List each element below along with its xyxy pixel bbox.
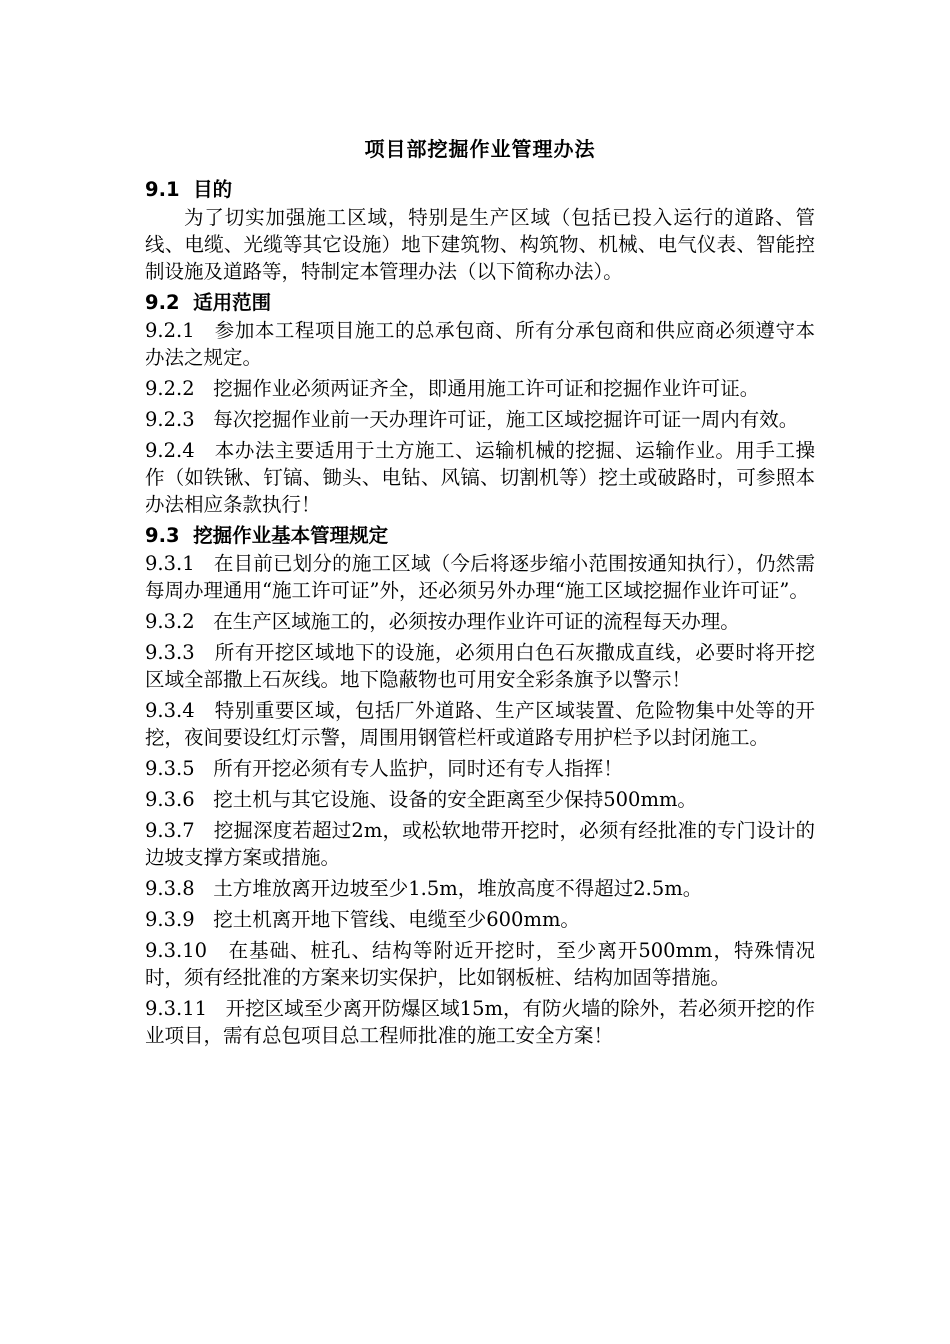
section-heading: 9.1 目的	[145, 178, 233, 201]
clause-number: 9.2.3	[145, 408, 195, 431]
clause-number: 9.2.1	[145, 319, 195, 342]
clause-number: 9.3.7	[145, 819, 195, 842]
clause-text: 在基础、桩孔、结构等附近开挖时，至少离开500mm，特殊情况时，须有经批准的方案来切实保护，比如钢板桩、结构加固等措施。	[145, 939, 815, 989]
section-heading: 9.3 挖掘作业基本管理规定	[145, 524, 389, 547]
clause-9-3-2	[145, 608, 815, 635]
clause-text: 土方堆放离开边坡至少1.5m，堆放高度不得超过2.5m。	[213, 877, 703, 900]
clause-9-2-1	[145, 317, 815, 371]
clause-9-2-4	[145, 437, 815, 518]
clause-text: 挖土机离开地下管线、电缆至少600mm。	[213, 908, 580, 931]
clause-number: 9.3.3	[145, 641, 195, 664]
clause-number: 9.2.2	[145, 377, 195, 400]
clause-text: 在生产区域施工的，必须按办理作业许可证的流程每天办理。	[213, 610, 740, 633]
clause-text: 挖土机与其它设施、设备的安全距离至少保持500mm。	[213, 788, 697, 811]
clause-number: 9.3.6	[145, 788, 195, 811]
clause-number: 9.3.1	[145, 552, 195, 575]
clause-text: 开挖区域至少离开防爆区域15m，有防火墙的除外，若必须开挖的作业项目，需有总包项目总工程师批准的施工安全方案！	[145, 997, 815, 1047]
clause-number: 9.3.2	[145, 610, 195, 633]
clause-9-3-9	[145, 906, 815, 933]
section-9-3	[145, 522, 815, 1049]
clause-9-3-6	[145, 786, 815, 813]
clause-9-2-2	[145, 375, 815, 402]
section-paragraph: 为了切实加强施工区域，特别是生产区域（包括已投入运行的道路、管线、电缆、光缆等其它设施）地下建筑物、构筑物、机械、电气仪表、智能控制设施及道路等，特制定本管理办法（以下简称办法）。	[145, 206, 815, 283]
section-9-2	[145, 289, 815, 518]
clause-9-3-8	[145, 875, 815, 902]
clause-text: 在目前已划分的施工区域（今后将逐步缩小范围按通知执行），仍然需每周办理通用“施工许可证”外，还必须另外办理“施工区域挖掘作业许可证”。	[145, 552, 815, 602]
clause-number: 9.3.11	[145, 997, 208, 1020]
clause-9-3-5	[145, 755, 815, 782]
clause-9-3-11	[145, 995, 815, 1049]
clause-9-3-3	[145, 639, 815, 693]
clause-number: 9.3.8	[145, 877, 195, 900]
clause-9-3-1	[145, 550, 815, 604]
clause-text: 每次挖掘作业前一天办理许可证，施工区域挖掘许可证一周内有效。	[213, 408, 799, 431]
clause-text: 所有开挖必须有专人监护，同时还有专人指挥！	[213, 757, 623, 780]
clause-number: 9.3.5	[145, 757, 195, 780]
clause-9-2-3	[145, 406, 815, 433]
clause-number: 9.3.9	[145, 908, 195, 931]
document-title: 项目部挖掘作业管理办法	[364, 137, 596, 161]
clause-9-3-7	[145, 817, 815, 871]
clause-text: 挖掘作业必须两证齐全，即通用施工许可证和挖掘作业许可证。	[213, 377, 760, 400]
document-page	[145, 134, 815, 1049]
clause-text: 挖掘深度若超过2m，或松软地带开挖时，必须有经批准的专门设计的边坡支撑方案或措施。	[145, 819, 815, 869]
clause-text: 所有开挖区域地下的设施，必须用白色石灰撒成直线，必要时将开挖区域全部撒上石灰线。地下隐蔽物也可用安全彩条旗予以警示！	[145, 641, 815, 691]
clause-9-3-10	[145, 937, 815, 991]
clause-number: 9.2.4	[145, 439, 195, 462]
section-9-1	[145, 176, 815, 285]
clause-text: 特别重要区域，包括厂外道路、生产区域装置、危险物集中处等的开挖，夜间要设红灯示警，周围用钢管栏杆或道路专用护栏予以封闭施工。	[145, 699, 815, 749]
clause-text: 本办法主要适用于土方施工、运输机械的挖掘、运输作业。用手工操作（如铁锹、钉镐、锄头、电钻、风镐、切割机等）挖土或破路时，可参照本办法相应条款执行！	[145, 439, 815, 516]
clause-9-3-4	[145, 697, 815, 751]
section-heading: 9.2 适用范围	[145, 291, 272, 314]
clause-number: 9.3.4	[145, 699, 195, 722]
clause-text: 参加本工程项目施工的总承包商、所有分承包商和供应商必须遵守本办法之规定。	[145, 319, 815, 369]
clause-number: 9.3.10	[145, 939, 208, 962]
